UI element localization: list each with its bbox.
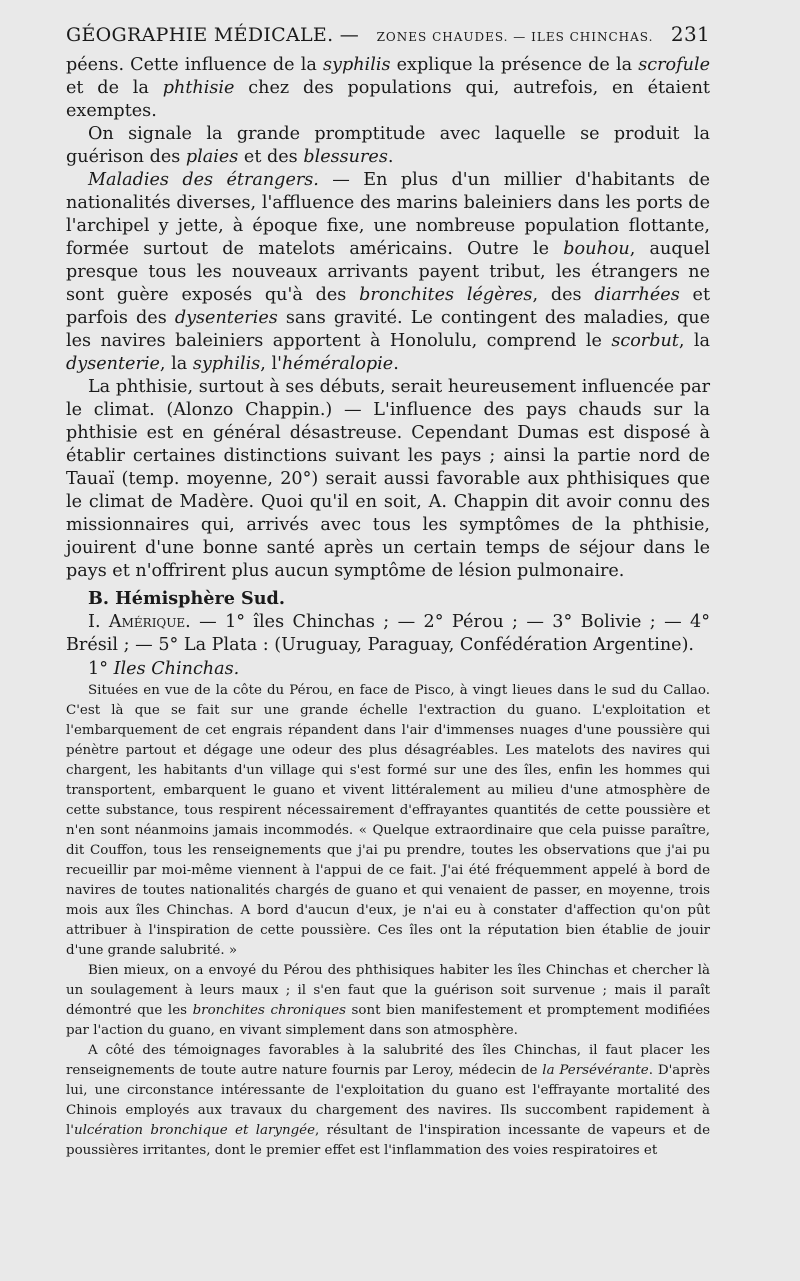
paragraph-syphilis: péens. Cette influence de la syphilis explique la présence de la scrofule et de la phthisie chez des populations qui, autrefois, en étaient exemptes. — [66, 55, 710, 121]
running-head-section: ZONES CHAUDES. — ILES CHINCHAS. — [376, 30, 654, 44]
section-heading: B. Hémisphère Sud. — [88, 588, 285, 609]
paragraph-phthisis: La phthisie, surtout à ses débuts, serait heureusement influencée par le climat. (Alonzo Chappin.) — L'influence des pays chauds sur la phthisie est en général désastreuse. Cependant Dumas est disposé à établir certaines distinctions suivant les pays ; ainsi la partie nord de Tauaï (temp. moyenne, 20°) serait aussi favorable aux phthisiques que le climat de Madère. Quoi qu'il en soit, A. Chappin dit avoir connu des missionnaires qui, arrivés avec tous les symptômes de la phthisie, jouirent d'une bonne santé après un certain temps de séjour dans le pays et n'offrirent plus aucun symptôme de lésion pulmonaire. — [66, 377, 710, 581]
country-list: I. Amérique. — 1° îles Chinchas ; — 2° Pérou ; — 3° Bolivie ; — 4° Brésil ; — 5° La Plata : (Uruguay, Paraguay, Confédération Argentine). — [66, 612, 711, 655]
page-number: 231 — [670, 22, 710, 46]
running-head-title: GÉOGRAPHIE MÉDICALE. — — [66, 24, 360, 46]
paragraph-guano: Situées en vue de la côte du Pérou, en face de Pisco, à vingt lieues dans le sud du Callao. C'est là que se fait sur une grande échelle l'extraction du guano. L'exploitation et l'embarquement de cet engrais répandent dans l'air d'immenses nuages d'une poussière qui pénètre partout et dégage une odeur des plus désagréables. Les matelots des navires qui chargent, les habitants d'un village qui s'est formé sur une des îles, enfin les hommes qui transportent, embarquent le guano et vivent littéralement au milieu d'une atmosphère de cette substance, tous respirent nécessairement d'effrayantes quantités de cette poussière et n'en sont néanmoins jamais incommodés. « Quelque extraordinaire que cela puisse paraître, dit Couffon, tous les renseignements que j'ai pu prendre, toutes les observations que j'ai pu recueillir par moi-même viennent à l'appui de ce fait. J'ai été fréquemment appelé à bord de navires de toutes nationalités chargés de guano et qui venaient de passer, en moyenne, trois mois aux îles Chinchas. A bord d'aucun d'eux, je n'ai eu à constater d'affection qu'on pût attribuer à l'inspiration de cette poussière. Ces îles ont la réputation bien établie de jouir d'une grande salubrité. » — [66, 683, 710, 958]
running-head — [66, 22, 710, 46]
paragraph-wounds: On signale la grande promptitude avec laquelle se produit la guérison des plaies et des blessures. — [66, 124, 710, 167]
subsection-heading: 1° Iles Chinchas. — [88, 659, 240, 679]
paragraph-bronchitis: Bien mieux, on a envoyé du Pérou des phthisiques habiter les îles Chinchas et chercher là un soulagement à leurs maux ; il s'en faut que la guérison soit survenue ; mais il paraît démontré que les bronchites chroniques sont bien manifestement et promptement modifiées par l'action du guano, en vivant simplement dans son atmosphère. — [66, 963, 710, 1038]
paragraph-foreigners: Maladies des étrangers. — En plus d'un millier d'habitants de nationalités diverses, l'affluence des marins baleiniers dans les ports de l'archipel y jette, à époque fixe, une nombreuse population flottante, formée surtout de matelots américains. Outre le bouhou, auquel presque tous les nouveaux arrivants payent tribut, les étrangers ne sont guère exposés qu'à des bronchites légères, des diarrhées et parfois des dysenteries sans gravité. Le contingent des maladies, que les navires baleiniers apportent à Honolulu, comprend le scorbut, la dysenterie, la syphilis, l'héméralopie. — [66, 170, 711, 374]
paragraph-mortality: A côté des témoignages favorables à la salubrité des îles Chinchas, il faut placer les renseignements de toute autre nature fournis par Leroy, médecin de la Persévérante. D'après lui, une circonstance intéressante de l'exploitation du guano est l'effrayante mortalité des Chinois employés aux travaux du chargement des navires. Ils succombent rapidement à l'ulcération bronchique et laryngée, résultant de l'inspiration incessante de vapeurs et de poussières irritantes, dont le premier effet est l'inflammation des voies respiratoires et — [66, 1043, 711, 1158]
book-page — [66, 22, 710, 1272]
